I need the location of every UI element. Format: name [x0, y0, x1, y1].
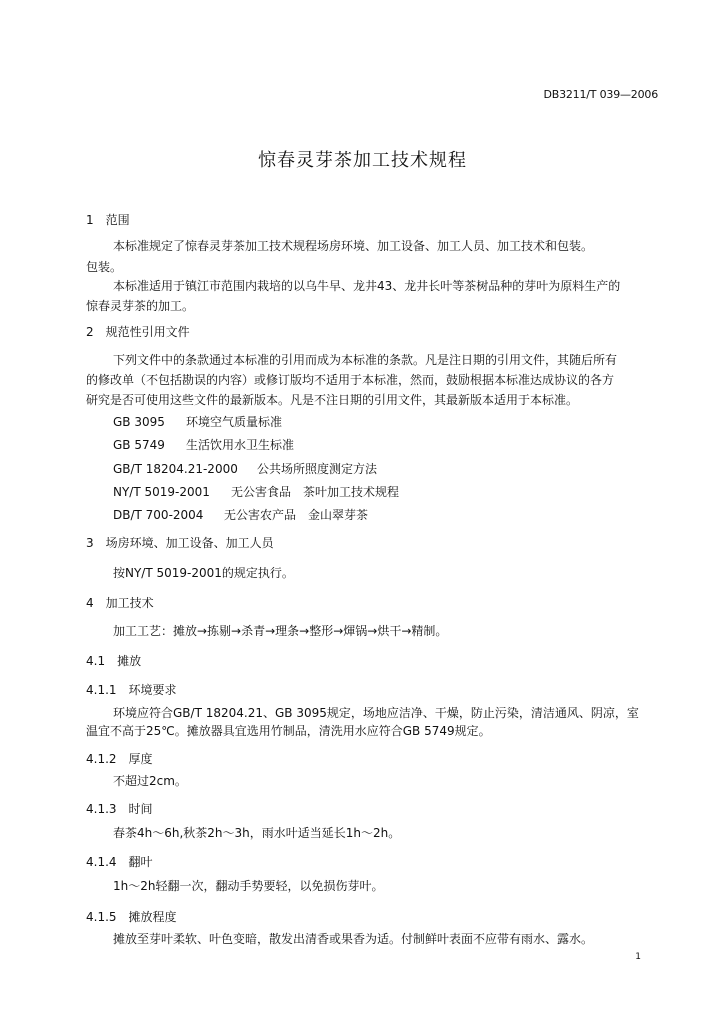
paragraph-line: 1h～2h轻翻一次，翻动手势要轻，以免损伤芽叶。 [113, 879, 384, 893]
reference-item [113, 438, 294, 452]
reference-name: 生活饮用水卫生标准 [186, 438, 295, 452]
section-heading-4-1-5: 4.1.5 摊放程度 [86, 910, 177, 924]
paragraph-line: 本标准适用于镇江市范围内栽培的以乌牛早、龙井43、龙井长叶等茶树品种的芽叶为原料生产的 [113, 279, 621, 293]
reference-code: GB 5749 [113, 438, 165, 452]
reference-name: 公共场所照度测定方法 [257, 462, 378, 476]
page-title: 惊春灵芽茶加工技术规程 [258, 150, 467, 171]
reference-item [113, 485, 399, 499]
page-number: 1 [635, 952, 641, 962]
paragraph-line: 惊春灵芽茶的加工。 [86, 299, 195, 313]
reference-code: GB/T 18204.21-2000 [113, 462, 238, 476]
paragraph-line: 包装。 [86, 260, 123, 274]
reference-name: 无公害农产品 金山翠芽茶 [224, 508, 369, 522]
doc-code: DB3211/T 039—2006 [543, 88, 658, 101]
section-heading-4-1: 4.1 摊放 [86, 654, 142, 668]
reference-name: 环境空气质量标准 [186, 415, 283, 429]
section-heading-3: 3 场房环境、加工设备、加工人员 [86, 536, 274, 550]
section-heading-4-1-4: 4.1.4 翻叶 [86, 855, 153, 869]
paragraph-line: 本标准规定了惊春灵芽茶加工技术规程场房环境、加工设备、加工人员、加工技术和包装。 [113, 239, 594, 253]
reference-item [113, 415, 282, 429]
reference-code: DB/T 700-2004 [113, 508, 204, 522]
reference-item [113, 462, 377, 476]
reference-code: GB 3095 [113, 415, 165, 429]
paragraph-line: 温宜不高于25℃。摊放器具宜选用竹制品，清洗用水应符合GB 5749规定。 [86, 724, 491, 738]
paragraph-line: 的修改单（不包括勘误的内容）或修订版均不适用于本标准，然而，鼓励根据本标准达成协议的各方 [86, 373, 615, 387]
paragraph-line: 环境应符合GB/T 18204.21、GB 3095规定，场地应洁净、干燥，防止污染，清洁通风、阴凉，室 [113, 706, 639, 720]
paragraph-line: 下列文件中的条款通过本标准的引用而成为本标准的条款。凡是注日期的引用文件，其随后所有 [113, 353, 618, 367]
paragraph-line: 加工工艺：摊放→拣剔→杀青→理条→整形→煇锅→烘干→精制。 [113, 624, 448, 638]
section-heading-4-1-2: 4.1.2 厚度 [86, 752, 153, 766]
paragraph-line: 春茶4h～6h,秋茶2h～3h，雨水叶适当延长1h～2h。 [113, 826, 401, 840]
section-heading-2: 2 规范性引用文件 [86, 325, 190, 339]
section-heading-1: 1 范围 [86, 213, 130, 227]
reference-name: 无公害食品 茶叶加工技术规程 [231, 485, 400, 499]
paragraph-line: 不超过2cm。 [113, 774, 187, 788]
section-heading-4-1-1: 4.1.1 环境要求 [86, 683, 177, 697]
paragraph-line: 摊放至芽叶柔软、叶色变暗，散发出清香或果香为适。付制鲜叶表面不应带有雨水、露水。 [113, 932, 594, 946]
paragraph-line: 按NY/T 5019-2001的规定执行。 [113, 566, 294, 580]
paragraph-line: 研究是否可使用这些文件的最新版本。凡是不注日期的引用文件，其最新版本适用于本标准。 [86, 393, 579, 407]
reference-item [113, 508, 368, 522]
section-heading-4-1-3: 4.1.3 时间 [86, 802, 153, 816]
section-heading-4: 4 加工技术 [86, 596, 154, 610]
reference-code: NY/T 5019-2001 [113, 485, 210, 499]
